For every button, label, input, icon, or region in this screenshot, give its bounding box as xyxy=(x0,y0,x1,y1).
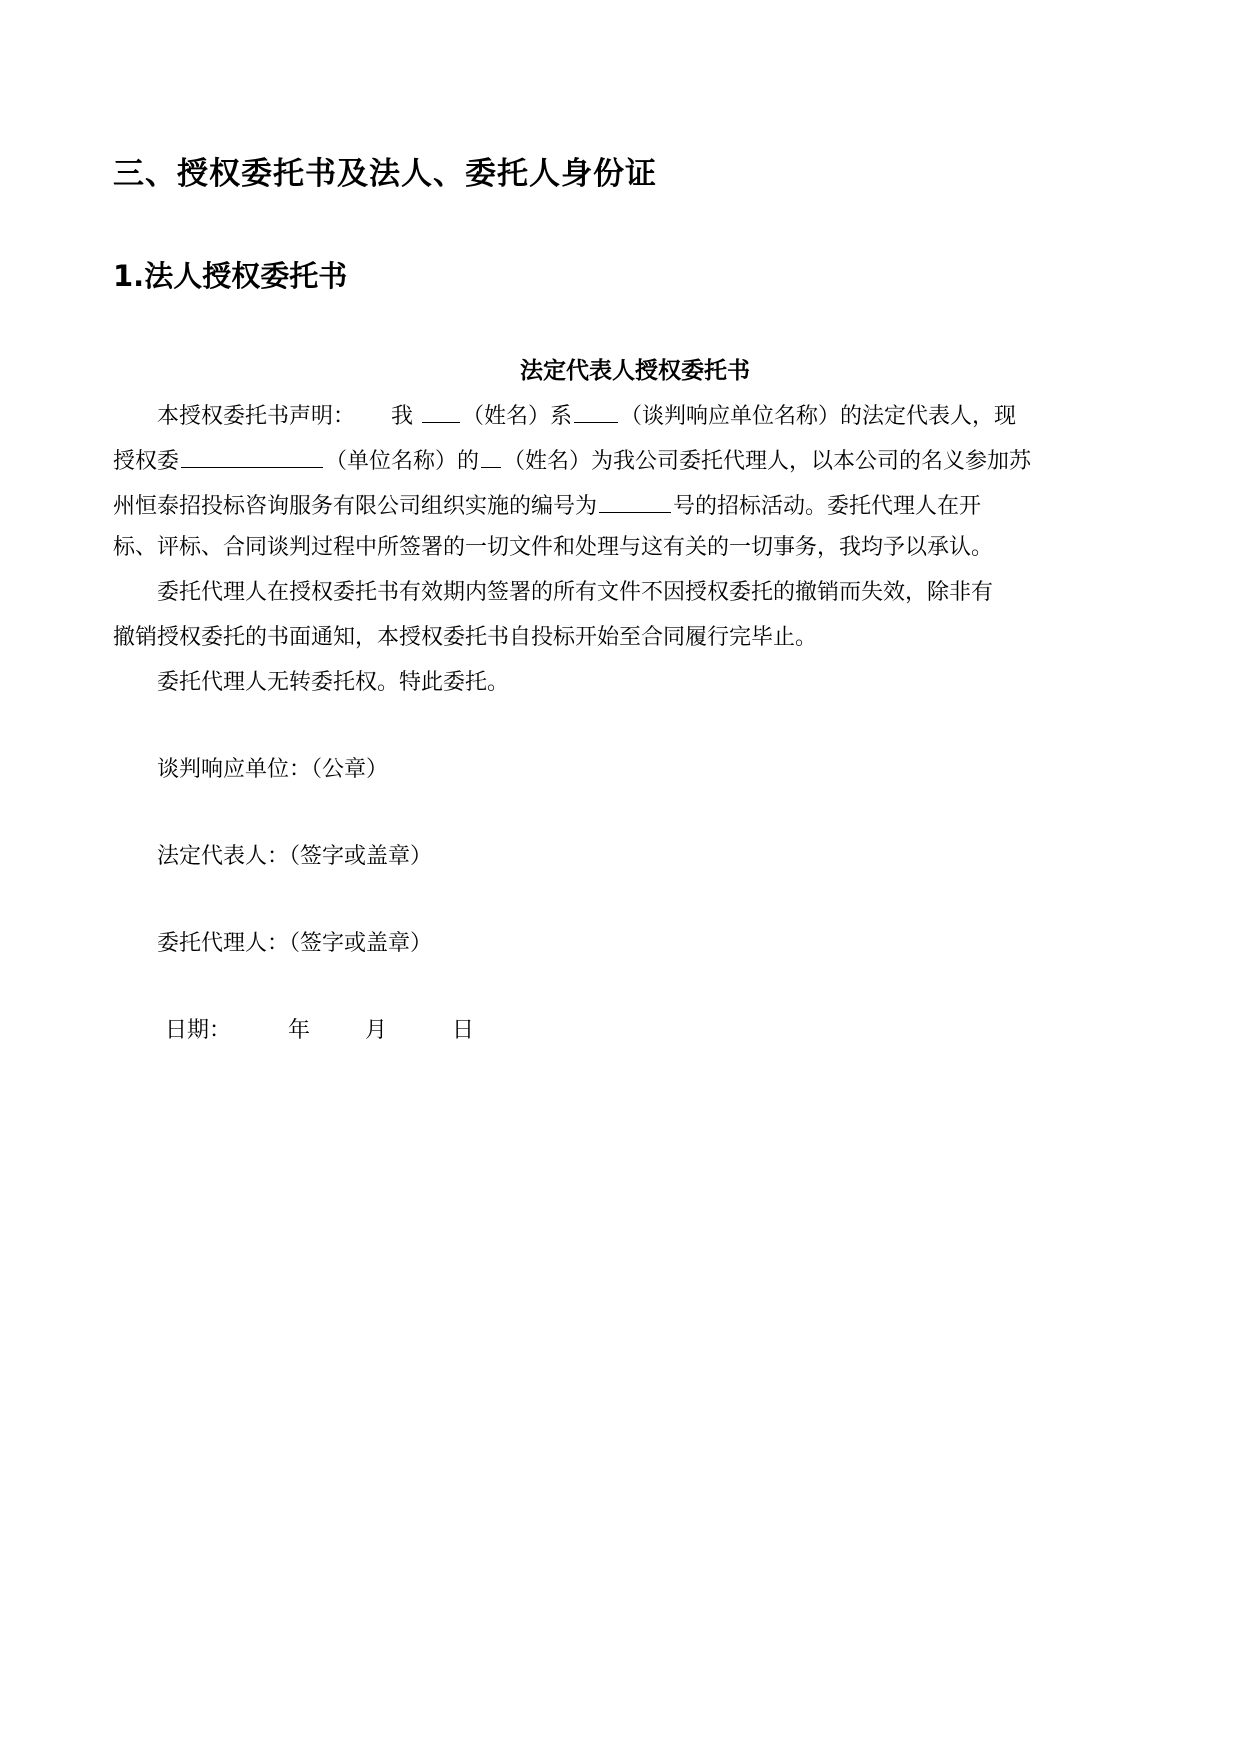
authorized-unit-label: （单位名称）的 xyxy=(325,449,480,474)
agent-name-blank[interactable] xyxy=(481,443,501,468)
legal-rep-signature-line: 法定代表人：（签字或盖章） xyxy=(157,844,433,869)
paragraph2-line2: 撤销授权委托的书面通知，本授权委托书自投标开始至合同履行完毕止。 xyxy=(113,625,818,650)
date-label: 日期： xyxy=(165,1018,232,1043)
subsection-title: 1.法人授权委托书 xyxy=(113,259,348,293)
document-title: 法定代表人授权委托书 xyxy=(520,358,750,384)
agent-purpose-text: （姓名）为我公司委托代理人，以本公司的名义参加苏 xyxy=(503,449,1032,474)
declaration-role-text: （谈判响应单位名称）的法定代表人，现 xyxy=(620,404,1017,429)
authorized-unit-blank[interactable] xyxy=(181,443,323,468)
paragraph1-line2 xyxy=(113,443,1130,477)
authorize-text: 授权委 xyxy=(113,449,180,474)
declaration-label: 本授权委托书声明： xyxy=(157,404,356,429)
paragraph2-line1: 委托代理人在授权委托书有效期内签署的所有文件不因授权委托的撤销而失效，除非有 xyxy=(157,580,994,605)
project-number-blank[interactable] xyxy=(599,488,671,513)
organizer-text: 州恒泰招投标咨询服务有限公司组织实施的编号为 xyxy=(113,494,598,519)
unit-name-blank[interactable] xyxy=(574,398,618,423)
tender-activity-text: 号的招标活动。委托代理人在开 xyxy=(673,494,982,519)
declaration-name-text: （姓名）系 xyxy=(462,404,573,429)
paragraph1-line4: 标、评标、合同谈判过程中所签署的一切文件和处理与这有关的一切事务，我均予以承认。 xyxy=(113,535,994,560)
section-title: 三、授权委托书及法人、委托人身份证 xyxy=(113,156,657,192)
paragraph3: 委托代理人无转委托权。特此委托。 xyxy=(157,670,510,695)
date-year: 年 xyxy=(288,1018,311,1043)
name-blank[interactable] xyxy=(422,398,460,423)
paragraph1-line3 xyxy=(113,488,1130,522)
declaration-i: 我 xyxy=(391,404,414,429)
paragraph1-line1 xyxy=(157,398,1130,432)
agent-signature-line: 委托代理人：（签字或盖章） xyxy=(157,931,433,956)
date-month: 月 xyxy=(365,1018,388,1043)
date-day: 日 xyxy=(452,1018,475,1043)
unit-seal-line: 谈判响应单位：（公章） xyxy=(157,757,389,782)
